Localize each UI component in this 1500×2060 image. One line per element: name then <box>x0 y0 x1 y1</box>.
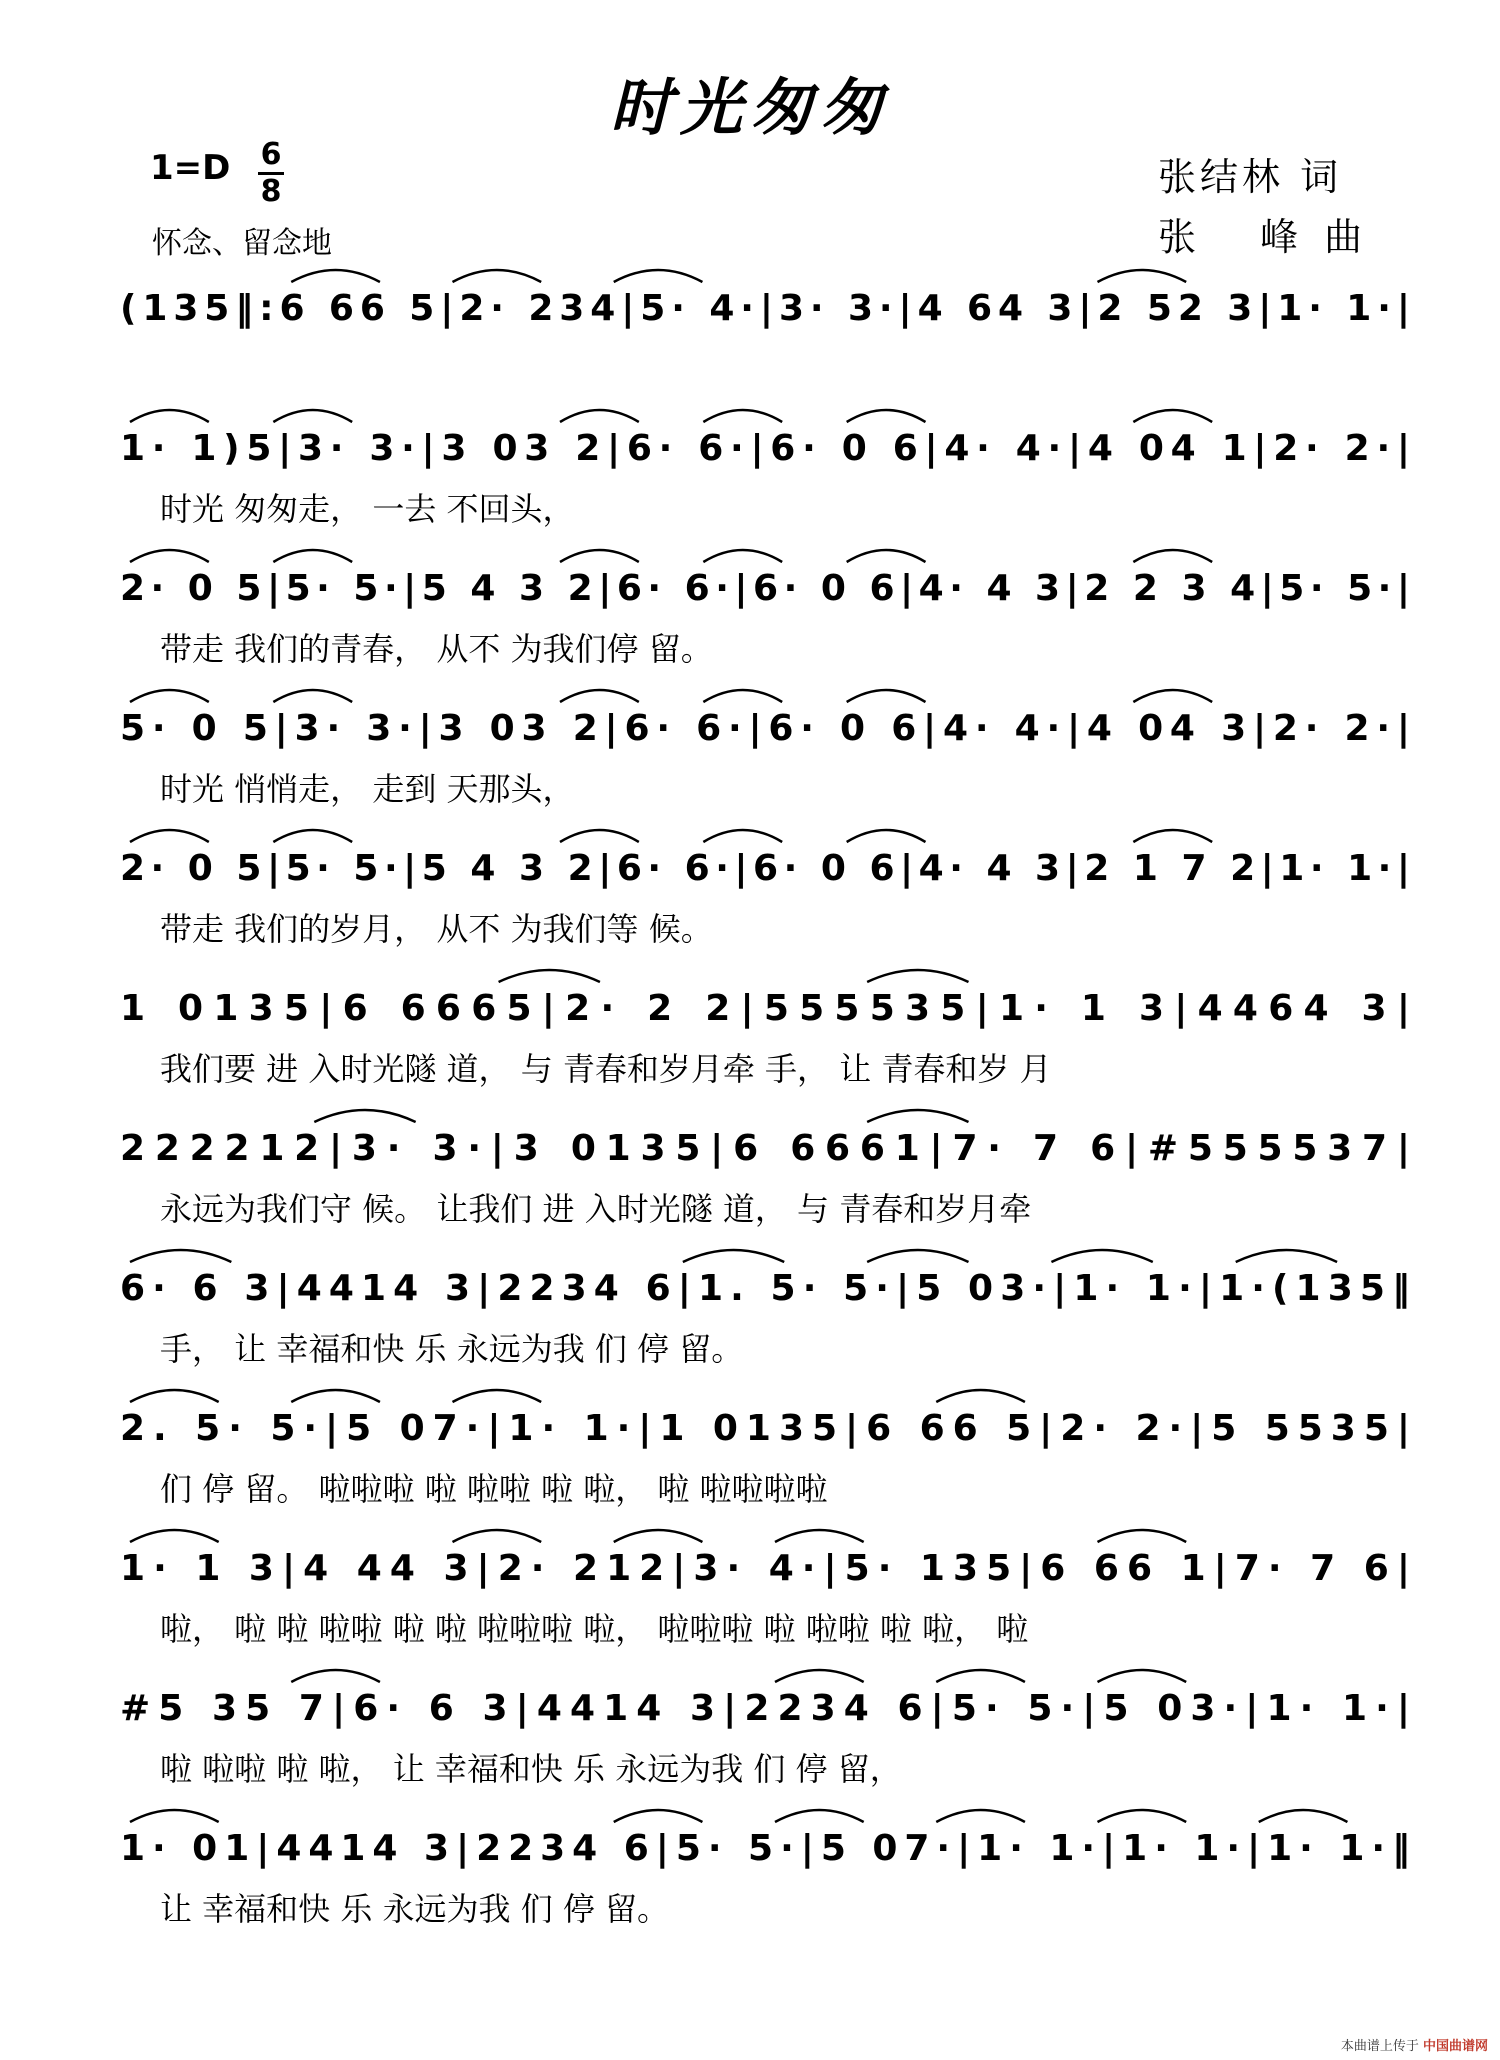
score-row <box>120 270 1410 329</box>
lyricist-credit: 张结林 词 <box>1158 155 1343 199</box>
lyric-line: 带走 我们的青春， 从不 为我们停 留。 <box>160 630 713 668</box>
slur-arc <box>273 830 352 842</box>
slur-arc <box>273 410 352 422</box>
slur-arc <box>1098 1530 1187 1542</box>
slur-arc <box>273 690 352 702</box>
song-title: 时光匆匆 <box>609 71 890 144</box>
notation-line: 1· 01|4414 3|2234 6|5· 5·|5 07·|1· 1·|1· 1·|1· 1·‖ <box>120 1828 1410 1869</box>
notation-line: 1 0135|6 6665|2· 2 2|555535|1· 1 3|4464 3| <box>120 988 1410 1029</box>
slur-arc <box>867 1110 968 1122</box>
key-signature: 1=D <box>150 148 231 188</box>
slur-arc <box>703 830 782 842</box>
slur-arc <box>453 1390 542 1402</box>
score-row <box>120 550 1410 668</box>
slur-arc <box>936 1390 1025 1402</box>
lyric-line: 时光 匆匆走， 一去 不回头， <box>160 490 575 528</box>
notation-line: 2· 0 5|5· 5·|5 4 3 2|6· 6·|6· 0 6|4· 4 3|2 2 3 4|5· 5·| <box>120 568 1410 609</box>
notation-line: 2· 0 5|5· 5·|5 4 3 2|6· 6·|6· 0 6|4· 4 3|2 1 7 2|1· 1·| <box>120 848 1410 889</box>
footer-site: 中国曲谱网 <box>1422 2039 1488 2054</box>
slur-arc <box>936 1810 1025 1822</box>
slur-arc <box>847 830 926 842</box>
slur-arc <box>560 690 639 702</box>
lyric-line: 手， 让 幸福和快 乐 永远为我 们 停 留。 <box>160 1330 744 1368</box>
slur-arc <box>314 1110 415 1122</box>
slur-arc <box>1098 1810 1187 1822</box>
notation-line: (135‖:6 66 5|2· 234|5· 4·|3· 3·|4 64 3|2 52 3|1· 1·| <box>120 288 1410 329</box>
slur-arc <box>614 270 703 282</box>
slur-arc <box>867 970 968 982</box>
meter-top: 6 <box>260 137 282 172</box>
slur-arc <box>130 1530 219 1542</box>
notation-line: #5 35 7|6· 6 3|4414 3|2234 6|5· 5·|5 03·|1· 1·| <box>120 1688 1411 1729</box>
slur-arc <box>683 1250 784 1262</box>
slur-arc <box>130 1250 231 1262</box>
slur-arc <box>130 550 209 562</box>
notation-line: 1· 1)5|3· 3·|3 03 2|6· 6·|6· 0 6|4· 4·|4 04 1|2· 2·| <box>120 428 1410 469</box>
slur-arc <box>453 270 542 282</box>
slur-arc <box>703 410 782 422</box>
slur-arc <box>775 1810 864 1822</box>
notation-line: 5· 0 5|3· 3·|3 03 2|6· 6·|6· 0 6|4· 4·|4 04 3|2· 2·| <box>120 708 1410 749</box>
lyric-line: 带走 我们的岁月， 从不 为我们等 候。 <box>160 910 713 948</box>
slur-arc <box>847 550 926 562</box>
score-row <box>120 690 1410 808</box>
score-row <box>120 1810 1410 1928</box>
slur-arc <box>847 690 926 702</box>
slur-arc <box>273 550 352 562</box>
slur-arc <box>703 690 782 702</box>
score-row <box>120 1110 1410 1228</box>
slur-arc <box>1236 1250 1337 1262</box>
score-row <box>120 1390 1410 1508</box>
slur-arc <box>130 1390 219 1402</box>
notation-line: 6· 6 3|4414 3|2234 6|1. 5· 5·|5 03·|1· 1·|1·(135‖ <box>120 1268 1410 1309</box>
slur-arc <box>1051 1250 1152 1262</box>
lyric-line: 啦 啦啦 啦 啦， 让 幸福和快 乐 永远为我 们 停 留， <box>160 1750 902 1788</box>
lyric-line: 永远为我们守 候。 让我们 进 入时光隧 道， 与 青春和岁月牵 <box>160 1190 1032 1228</box>
slur-arc <box>775 1670 864 1682</box>
slur-arc <box>291 1670 380 1682</box>
slur-arc <box>291 1390 380 1402</box>
slur-arc <box>1098 1670 1187 1682</box>
slur-arc <box>453 1530 542 1542</box>
lyric-line: 啦， 啦 啦 啦啦 啦 啦 啦啦啦 啦， 啦啦啦 啦 啦啦 啦 啦， 啦 <box>160 1610 1029 1648</box>
slur-arc <box>1133 830 1212 842</box>
slur-arc <box>560 410 639 422</box>
lyric-line: 时光 悄悄走， 走到 天那头， <box>160 770 575 808</box>
slur-arc <box>560 830 639 842</box>
score-row <box>120 970 1410 1088</box>
slur-arc <box>130 690 209 702</box>
notation-line: 222212|3· 3·|3 0135|6 6661|7· 7 6|#555537| <box>120 1128 1410 1169</box>
score-row <box>120 1530 1410 1648</box>
meter-bottom: 8 <box>258 172 284 209</box>
slur-arc <box>614 1530 703 1542</box>
slur-arc <box>1098 270 1187 282</box>
slur-arc <box>1133 550 1212 562</box>
slur-arc <box>936 1670 1025 1682</box>
slur-arc <box>1259 1810 1348 1822</box>
score-row <box>120 1670 1410 1788</box>
score-row <box>120 410 1410 528</box>
source-footer <box>1341 2035 1488 2054</box>
slur-arc <box>1133 410 1212 422</box>
slur-arc <box>847 410 926 422</box>
slur-arc <box>867 1250 968 1262</box>
footer-prefix: 本曲谱上传于 <box>1340 2039 1419 2054</box>
score-row <box>120 1250 1410 1368</box>
score-row <box>120 830 1410 948</box>
lyric-line: 让 幸福和快 乐 永远为我 们 停 留。 <box>160 1890 670 1928</box>
slur-arc <box>614 1810 703 1822</box>
composer-credit: 张 峰曲 <box>1158 215 1389 259</box>
notation-line: 1· 1 3|4 44 3|2· 212|3· 4·|5· 135|6 66 1|7· 7 6| <box>120 1548 1410 1589</box>
slur-arc <box>130 1810 219 1822</box>
slur-arc <box>560 550 639 562</box>
notation-line: 2. 5· 5·|5 07·|1· 1·|1 0135|6 66 5|2· 2·|5 5535| <box>120 1408 1410 1449</box>
slur-arc <box>775 1530 864 1542</box>
slur-arc <box>703 550 782 562</box>
slur-arc <box>130 830 209 842</box>
expression-marking: 怀念、留念地 <box>152 226 332 261</box>
slur-arc <box>499 970 600 982</box>
lyric-line: 们 停 留。 啦啦啦 啦 啦啦 啦 啦， 啦 啦啦啦啦 <box>160 1470 828 1508</box>
slur-arc <box>1133 690 1212 702</box>
slur-arc <box>130 410 209 422</box>
slur-arc <box>291 270 380 282</box>
lyric-line: 我们要 进 入时光隧 道， 与 青春和岁月牵 手， 让 青春和岁 月 <box>160 1050 1052 1088</box>
